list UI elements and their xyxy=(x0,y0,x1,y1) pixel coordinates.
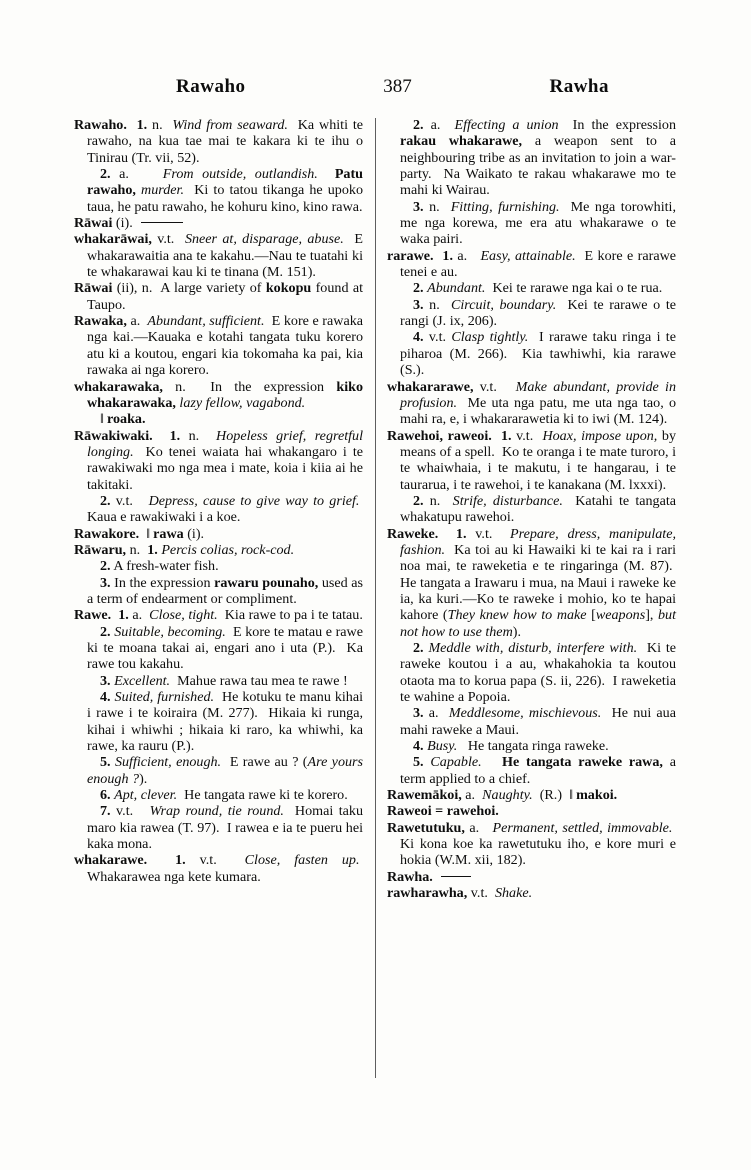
entry-headword-block: whakararawe, v.t. Make abundant, provide in profusion. Me uta nga patu, me uta nga tao, o mahi ra, e, i whakararawetia ki to iwi (M. 124). xyxy=(387,378,676,428)
header-left-catchword: Rawaho xyxy=(176,76,246,97)
dictionary-entry xyxy=(387,820,676,869)
entry-sense: 2. Abundant. Kei te rarawe nga kai o te rua. xyxy=(413,280,663,297)
entry-sense: 3. Excellent. Mahue rawa tau mea te rawe ! xyxy=(100,672,348,689)
running-head xyxy=(78,76,673,98)
entry-headword-block: rarawe. 1. a. Easy, attainable. E kore e rarawe tenei e au. xyxy=(387,247,677,281)
page-body xyxy=(74,117,681,1082)
dictionary-entry xyxy=(387,526,676,788)
entry-headword-block: Raweke. 1. v.t. Prepare, dress, manipulate, fashion. Ka toi au ki Hawaiki ki te kai ra i rari noa mai, te raweketia e te ringaringa (M. 87). He tangata a Irawaru i mua, na Maui i raweke ke ia, ka kuri.—Ko te raweke i mohio, ko te hapai kahore (They knew how to make [weapons], but not how to use them). xyxy=(387,525,677,640)
entry-sense: 4. v.t. Clasp tightly. I rarawe taku ringa i te piharoa (M. 266). Kia tawhiwhi, kia rarawe (S.). xyxy=(400,329,676,379)
entry-sense: 7. v.t. Wrap round, tie round. Homai taku maro kia rawea (T. 97). I rawea e ia te pueru hei kaka mona. xyxy=(87,803,363,853)
dictionary-entry xyxy=(387,117,676,248)
dictionary-entry xyxy=(74,379,363,428)
dictionary-entry xyxy=(74,231,363,280)
entry-sense: 2. A fresh-water fish. xyxy=(100,558,219,575)
entry-sense: 6. Apt, clever. He tangata rawe ki te korero. xyxy=(100,787,348,804)
entry-headword-block: Rāwakiwaki. 1. n. Hopeless grief, regretful longing. Ko tenei waiata hai whakangaro i te rawakiwaki mo nga mea i mate, koia i kiia ai he takitaki. xyxy=(74,427,363,493)
entry-sense: 2. Suitable, becoming. E kore te matau e rawe ki te moana takai ai, engari ano i uta (P.). Ka rawe tou kakahu. xyxy=(87,623,363,673)
entry-headword-block: whakarawe. 1. v.t. Close, fasten up. Whakarawea nga kete kumara. xyxy=(74,852,363,885)
entry-headword-block: whakarāwai, v.t. Sneer at, disparage, abuse. E whakarawaitia ana te kakahu.—Nau te tuatahi ki te whakarawai kau ki te tinana (M. 151). xyxy=(74,231,363,281)
dictionary-entry xyxy=(387,803,676,819)
dictionary-entry xyxy=(74,542,363,607)
dictionary-entry xyxy=(387,428,676,526)
dictionary-entry xyxy=(387,379,676,428)
dictionary-entry xyxy=(387,248,676,379)
entry-sense: 3. n. Circuit, boundary. Kei te rarawe o te rangi (J. ix, 206). xyxy=(400,296,676,330)
entry-headword-block: Rawe. 1. a. Close, tight. Kia rawe to pa i te tatau. xyxy=(74,607,363,624)
entry-sense: 3. In the expression rawaru pounaho, used as a term of endearment or compliment. xyxy=(87,574,363,607)
dictionary-entry xyxy=(74,526,363,542)
dictionary-entry xyxy=(74,607,363,852)
dictionary-entry xyxy=(74,117,363,215)
entry-headword-block: Rāwai (i). xyxy=(74,215,363,231)
entry-headword-block: Rawetutuku, a. Permanent, settled, immovable. Ki kona koe ka rawetutuku iho, e kore muri e hokia (W.M. xii, 182). xyxy=(387,819,676,869)
entry-headword-block: Rāwaru, n. 1. Percis colias, rock-cod. xyxy=(74,541,295,558)
header-right-catchword: Rawha xyxy=(549,76,609,97)
dictionary-entry xyxy=(74,313,363,378)
entry-headword-block: whakarawaka, n. In the expression kiko whakarawaka, lazy fellow, vagabond. xyxy=(74,378,363,411)
entry-headword-block: Rawemākoi, a. Naughty. (R.) ‖ makoi. xyxy=(387,787,618,804)
entry-sense: 2. a. Effecting a union In the expression rakau whakarawe, a weapon sent to a neighbouring tribe as an invitation to join a war-party. Na Waikato te rakau whakarawe mo te mahi ki Wairau. xyxy=(400,117,676,199)
dictionary-entry xyxy=(387,869,676,885)
entry-sense: 2. Meddle with, disturb, interfere with. Ki te raweke koutou i a au, whakahokia ta koutou otaota ma to korua papa (S. ii, 226). I raweketia te wahine a Popoia. xyxy=(400,640,677,706)
entry-sense: 4. Suited, furnished. He kotuku te manu kihai i rawe i te koiraira (M. 277). Hikaia ki runga, kihai i whiwhi ; hikaia ki raro, ka whiwhi, ka rawe, ka rauru (P.). xyxy=(87,689,364,755)
dictionary-entry xyxy=(387,885,676,901)
entry-cross-reference: ‖ roaka. xyxy=(100,411,146,428)
dictionary-entry xyxy=(387,787,676,803)
dictionary-entry xyxy=(74,852,363,885)
entry-sense: 2. v.t. Depress, cause to give way to grief. Kaua e rawakiwaki i a koe. xyxy=(87,492,363,526)
entry-headword-block: Rawha. xyxy=(387,869,676,885)
entry-headword-block: Raweoi = rawehoi. xyxy=(387,803,499,820)
entry-headword-block: Rawaho. 1. n. Wind from seaward. Ka whiti te rawaho, na kua tae mai te kakara ki te ihu o Tinirau (Tr. vii, 52). xyxy=(74,117,364,166)
page-number: 387 xyxy=(383,76,412,97)
entry-sense: 4. Busy. He tangata ringa raweke. xyxy=(413,738,609,755)
entry-headword-block: rawharawha, v.t. Shake. xyxy=(387,885,533,902)
entry-sense: 3. n. Fitting, furnishing. Me nga torowhiti, me nga korewa, me era atu whakarawe o te waka pairi. xyxy=(400,198,676,248)
entry-headword-block: Rāwai (ii), n. A large variety of kokopu found at Taupo. xyxy=(74,280,363,313)
entry-headword-block: Rawaka, a. Abundant, sufficient. E kore e rawaka nga kai.—Kauaka e kotahi tangata tuku korero atu ki a koutou, engari kia tokomaha ka pai, kia rawaka ai nga korero. xyxy=(74,313,363,379)
dictionary-entry xyxy=(74,280,363,313)
entry-sense: 3. a. Meddlesome, mischievous. He nui aua mahi raweke a Maui. xyxy=(400,705,676,738)
dictionary-entry xyxy=(74,215,363,231)
entry-sense: 5. Sufficient, enough. E rawe au ? (Are yours enough ?). xyxy=(87,754,364,787)
right-column xyxy=(372,117,676,1082)
entry-headword-block: Rawakore. ‖ rawa (i). xyxy=(74,525,205,542)
left-column xyxy=(74,117,372,1082)
entry-sense: 2. n. Strife, disturbance. Katahi te tangata whakatupu rawehoi. xyxy=(400,492,677,526)
entry-sense: 2. a. From outside, outlandish. Patu rawaho, murder. Ki to tatou tikanga he upoko taua, he patu rawaho, he kohuru kino, kino rawa. xyxy=(87,166,364,215)
entry-headword-block: Rawehoi, raweoi. 1. v.t. Hoax, impose upon, by means of a spell. Ko te oranga i te mate turoro, i te whaiwhaia, i te makutu, i te hangarau, i te taurarua, i te rawehoi, i te kanakana (M. lxxxi). xyxy=(387,427,676,493)
dictionary-entry xyxy=(74,428,363,526)
entry-sense: 5. Capable. He tangata raweke rawa, a term applied to a chief. xyxy=(400,754,676,787)
